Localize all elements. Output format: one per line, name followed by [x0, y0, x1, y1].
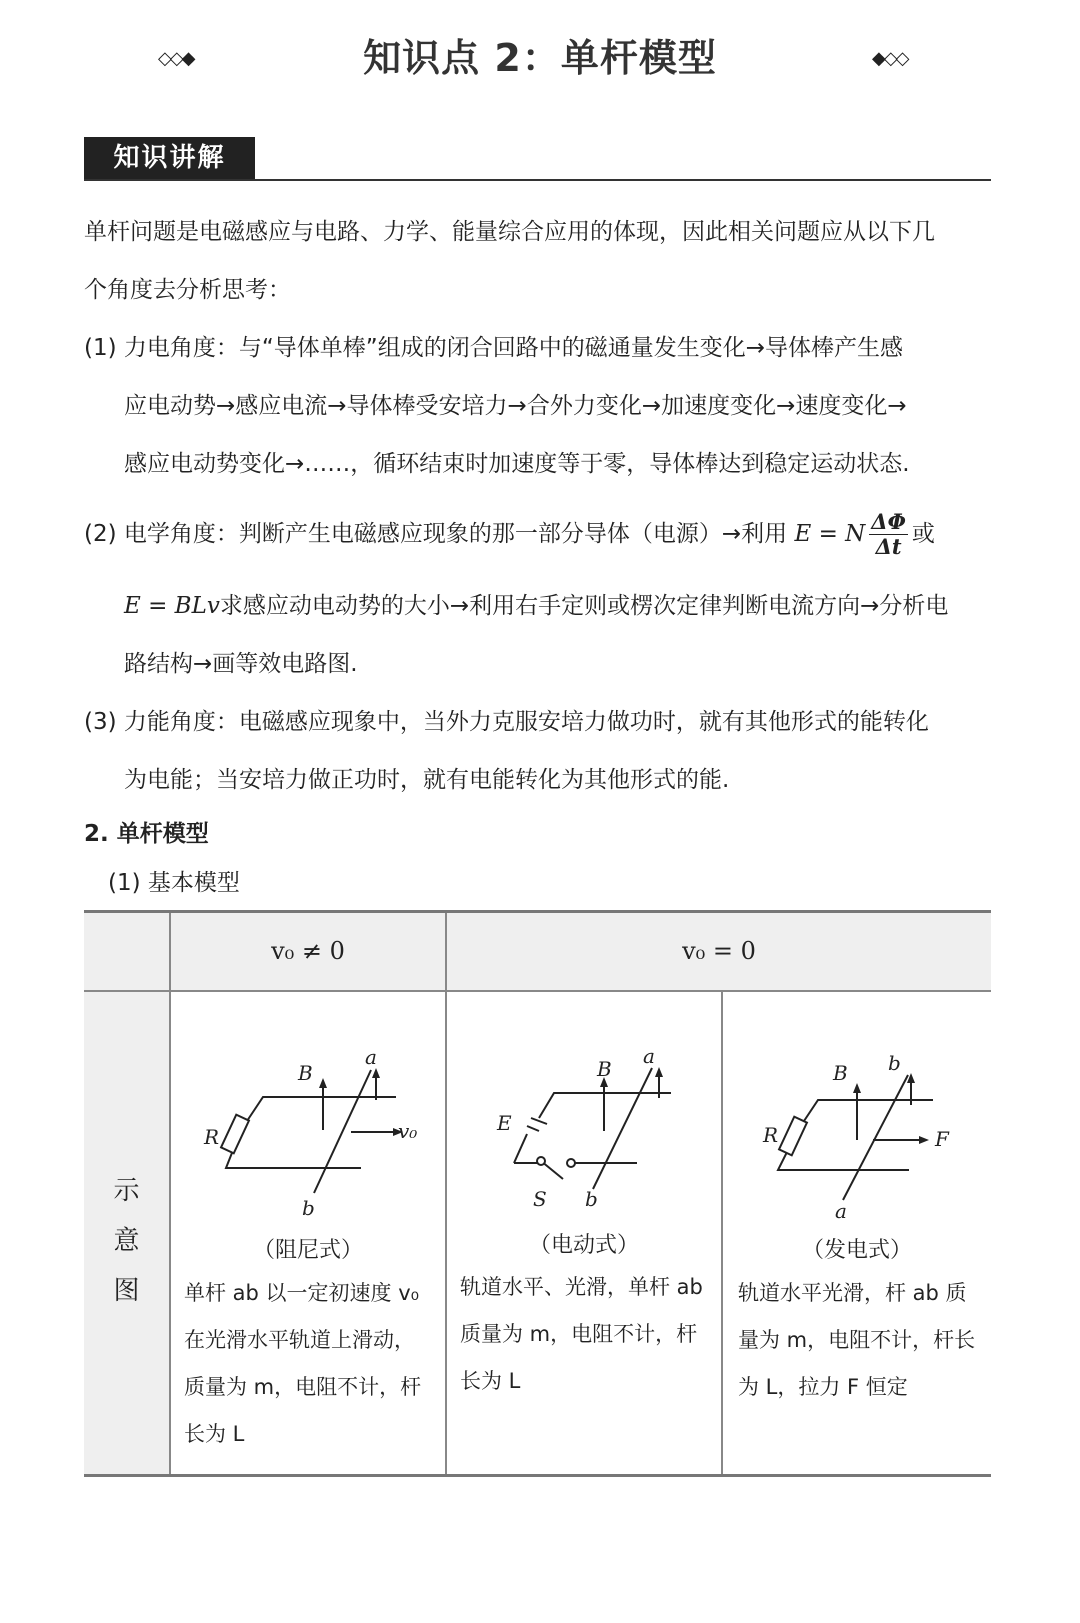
desc-line: 轨道水平、光滑，单杆 ab — [460, 1275, 703, 1299]
rail-top — [798, 1100, 933, 1130]
caption-generator: （发电式） — [801, 1238, 912, 1263]
desc-line: 质量为 m，电阻不计，杆 — [460, 1322, 698, 1346]
label-r: R — [763, 1123, 779, 1147]
fraction-denominator: Δt — [875, 534, 902, 559]
arrowhead-icon — [372, 1068, 380, 1078]
desc-line: 在光滑水平轨道上滑动， — [184, 1328, 415, 1352]
p3-line-2: 为电能；当安培力做正功时，就有电能转化为其他形式的能. — [124, 767, 730, 793]
desc-motor — [460, 1264, 703, 1405]
section-header — [84, 137, 991, 181]
label-b-field: B — [833, 1061, 848, 1085]
desc-damping — [184, 1270, 421, 1458]
header-v0-nonzero: v₀ ≠ 0 — [271, 937, 345, 965]
p3-line-1: (3) 力能角度：电磁感应现象中，当外力克服安培力做功时，就有其他形式的能转化 — [84, 709, 929, 735]
intro-line-2: 个角度去分析思考： — [84, 277, 291, 303]
heading-basic-model: (1) 基本模型 — [108, 870, 240, 896]
p1-line-3: 感应电动势变化→……，循环结束时加速度等于零，导体棒达到稳定运动状态. — [124, 451, 910, 477]
formula-emf: E = BLv — [124, 593, 220, 619]
decoration-left: ◇◇◆ — [158, 48, 194, 69]
arrowhead-icon — [853, 1083, 861, 1093]
rod — [843, 1075, 908, 1200]
label-b: b — [585, 1187, 598, 1211]
p2-line-3: 路结构→画等效电路图. — [124, 651, 358, 677]
resistor-icon — [221, 1115, 249, 1154]
switch-contact-icon — [537, 1157, 545, 1165]
switch-contact-icon — [567, 1159, 575, 1167]
rail-top — [241, 1097, 396, 1130]
desc-line: 量为 m，电阻不计，杆长 — [738, 1328, 976, 1352]
p2-line-1-or: 或 — [911, 521, 935, 547]
p2-line-2 — [124, 592, 948, 620]
label-b: b — [888, 1051, 901, 1075]
desc-line: 单杆 ab 以一定初速度 v₀ — [184, 1281, 420, 1305]
desc-generator — [738, 1270, 975, 1411]
diagram-motor — [447, 1046, 721, 1216]
table-bottom-border — [84, 1474, 991, 1477]
arrowhead-icon — [319, 1078, 327, 1088]
battery-plate-icon — [527, 1126, 539, 1131]
desc-line: 轨道水平光滑，杆 ab 质 — [738, 1281, 967, 1305]
title-row — [0, 30, 1080, 90]
fraction-numerator: ΔΦ — [871, 509, 906, 534]
p2-line-1 — [84, 508, 935, 560]
side-label-char-3: 图 — [113, 1276, 140, 1306]
label-switch: S — [533, 1187, 547, 1211]
desc-line: 为 L，拉力 F 恒定 — [738, 1375, 908, 1399]
p2-line-1-text: (2) 电学角度：判断产生电磁感应现象的那一部分导体（电源）→利用 — [84, 521, 795, 547]
label-a: a — [835, 1199, 847, 1220]
page-title: 知识点 2：单杆模型 — [363, 36, 717, 80]
label-b-field: B — [298, 1061, 313, 1085]
desc-line: 质量为 m，电阻不计，杆 — [184, 1375, 422, 1399]
side-label-char-1: 示 — [113, 1176, 140, 1206]
heading-single-rod-model: 2. 单杆模型 — [84, 821, 209, 847]
decoration-right: ◆◇◇ — [872, 48, 908, 69]
label-b: b — [302, 1196, 315, 1220]
p2-line-2-text: 求感应动电动势的大小→利用右手定则或楞次定律判断电流方向→分析电 — [219, 593, 949, 619]
label-a: a — [365, 1050, 377, 1069]
resistor-icon — [779, 1117, 807, 1156]
arrowhead-icon — [919, 1136, 929, 1144]
header-v0-zero: v₀ = 0 — [682, 937, 756, 965]
p1-line-1: (1) 力电角度：与“导体单棒”组成的闭合回路中的磁通量发生变化→导体棒产生感 — [84, 335, 903, 361]
label-e: E — [497, 1111, 512, 1135]
label-force: F — [935, 1127, 949, 1151]
label-b-field: B — [597, 1057, 612, 1081]
label-r: R — [204, 1125, 220, 1149]
formula-faraday: E = N — [794, 521, 866, 547]
battery-plate-icon — [531, 1118, 547, 1124]
diagram-generator — [723, 1050, 991, 1220]
fraction — [869, 510, 908, 559]
diagram-damping — [171, 1050, 445, 1220]
intro-line-1: 单杆问题是电磁感应与电路、力学、能量综合应用的体现，因此相关问题应从以下几 — [84, 219, 935, 245]
caption-motor: （电动式） — [528, 1233, 639, 1258]
label-velocity: v₀ — [398, 1119, 418, 1143]
label-a: a — [643, 1046, 655, 1068]
side-label-char-2: 意 — [113, 1226, 140, 1256]
desc-line: 长为 L — [184, 1422, 245, 1446]
p1-line-2: 应电动势→感应电流→导体棒受安培力→合外力变化→加速度变化→速度变化→ — [124, 393, 907, 419]
arrowhead-icon — [907, 1073, 915, 1083]
rail-left — [514, 1134, 527, 1163]
section-tab: 知识讲解 — [84, 137, 255, 179]
model-table — [84, 910, 991, 1477]
arrowhead-icon — [655, 1067, 663, 1077]
desc-line: 长为 L — [460, 1369, 521, 1393]
caption-damping: （阻尼式） — [252, 1238, 363, 1263]
